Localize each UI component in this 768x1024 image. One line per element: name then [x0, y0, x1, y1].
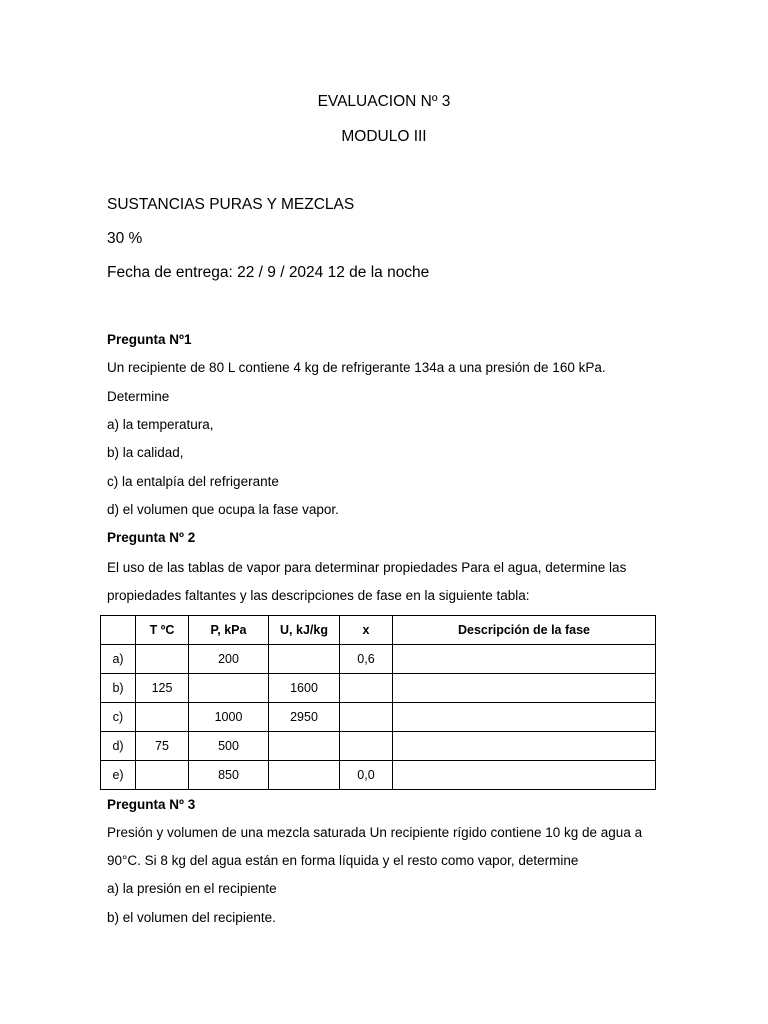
- subject-title: SUSTANCIAS PURAS Y MEZCLAS: [107, 196, 355, 213]
- question-3-line: Presión y volumen de una mezcla saturada Un recipiente rígido contiene 10 kg de agua a: [107, 825, 643, 840]
- table-cell: [393, 645, 656, 674]
- question-2-heading: Pregunta Nº 2: [107, 530, 196, 545]
- question-3-line: a) la presión en el recipiente: [107, 881, 277, 896]
- question-3-line: 90°C. Si 8 kg del agua están en forma líquida y el resto como vapor, determine: [107, 853, 579, 868]
- table-cell: [340, 732, 393, 761]
- table-header-row: [101, 616, 656, 645]
- table-row: [101, 761, 656, 790]
- table-cell: 200: [189, 645, 269, 674]
- table-cell: [269, 645, 340, 674]
- table-cell: 1000: [189, 703, 269, 732]
- table-cell: [340, 703, 393, 732]
- question-2-line: propiedades faltantes y las descripciones de fase en la siguiente tabla:: [107, 588, 530, 603]
- table-cell: 500: [189, 732, 269, 761]
- table-row: [101, 674, 656, 703]
- due-date-text: Fecha de entrega: 22 / 9 / 2024 12 de la noche: [107, 264, 430, 281]
- question-3-heading: Pregunta Nº 3: [107, 797, 196, 812]
- weight-text: 30 %: [107, 230, 143, 247]
- evaluation-title: EVALUACION Nº 3: [317, 93, 451, 110]
- table-cell: 0,6: [340, 645, 393, 674]
- question-1-line: c) la entalpía del refrigerante: [107, 474, 279, 489]
- table-cell: d): [101, 732, 136, 761]
- table-cell: [136, 703, 189, 732]
- table-cell: 2950: [269, 703, 340, 732]
- table-row: [101, 732, 656, 761]
- table-cell: a): [101, 645, 136, 674]
- table-cell: [269, 732, 340, 761]
- question-1-line: b) la calidad,: [107, 445, 184, 460]
- table-header-cell: x: [340, 616, 393, 645]
- table-cell: c): [101, 703, 136, 732]
- table-header-cell: T ºC: [136, 616, 189, 645]
- module-title: MODULO III: [341, 128, 427, 145]
- table-cell: [189, 674, 269, 703]
- question-1-line: a) la temperatura,: [107, 417, 214, 432]
- table-cell: 0,0: [340, 761, 393, 790]
- table-header-cell: U, kJ/kg: [269, 616, 340, 645]
- table-cell: [340, 674, 393, 703]
- table-cell: [393, 703, 656, 732]
- table-cell: e): [101, 761, 136, 790]
- table-header-cell: Descripción de la fase: [393, 616, 656, 645]
- table-row: [101, 645, 656, 674]
- table-cell: [393, 761, 656, 790]
- table-cell: [269, 761, 340, 790]
- table-row: [101, 703, 656, 732]
- table-cell: b): [101, 674, 136, 703]
- table-cell: [393, 674, 656, 703]
- question-3-line: b) el volumen del recipiente.: [107, 910, 276, 925]
- table-cell: 1600: [269, 674, 340, 703]
- table-header-cell: P, kPa: [189, 616, 269, 645]
- table-cell: 75: [136, 732, 189, 761]
- table-cell: [136, 761, 189, 790]
- question-1-heading: Pregunta Nº1: [107, 332, 192, 347]
- phase-properties-table: [100, 615, 656, 790]
- table-header-cell: [101, 616, 136, 645]
- question-1-line: d) el volumen que ocupa la fase vapor.: [107, 502, 339, 517]
- question-1-line: Determine: [107, 389, 170, 404]
- question-2-line: El uso de las tablas de vapor para determinar propiedades Para el agua, determine las: [107, 560, 627, 575]
- table-cell: 850: [189, 761, 269, 790]
- table-cell: 125: [136, 674, 189, 703]
- table-cell: [136, 645, 189, 674]
- question-1-line: Un recipiente de 80 L contiene 4 kg de refrigerante 134a a una presión de 160 kPa.: [107, 360, 606, 375]
- table-cell: [393, 732, 656, 761]
